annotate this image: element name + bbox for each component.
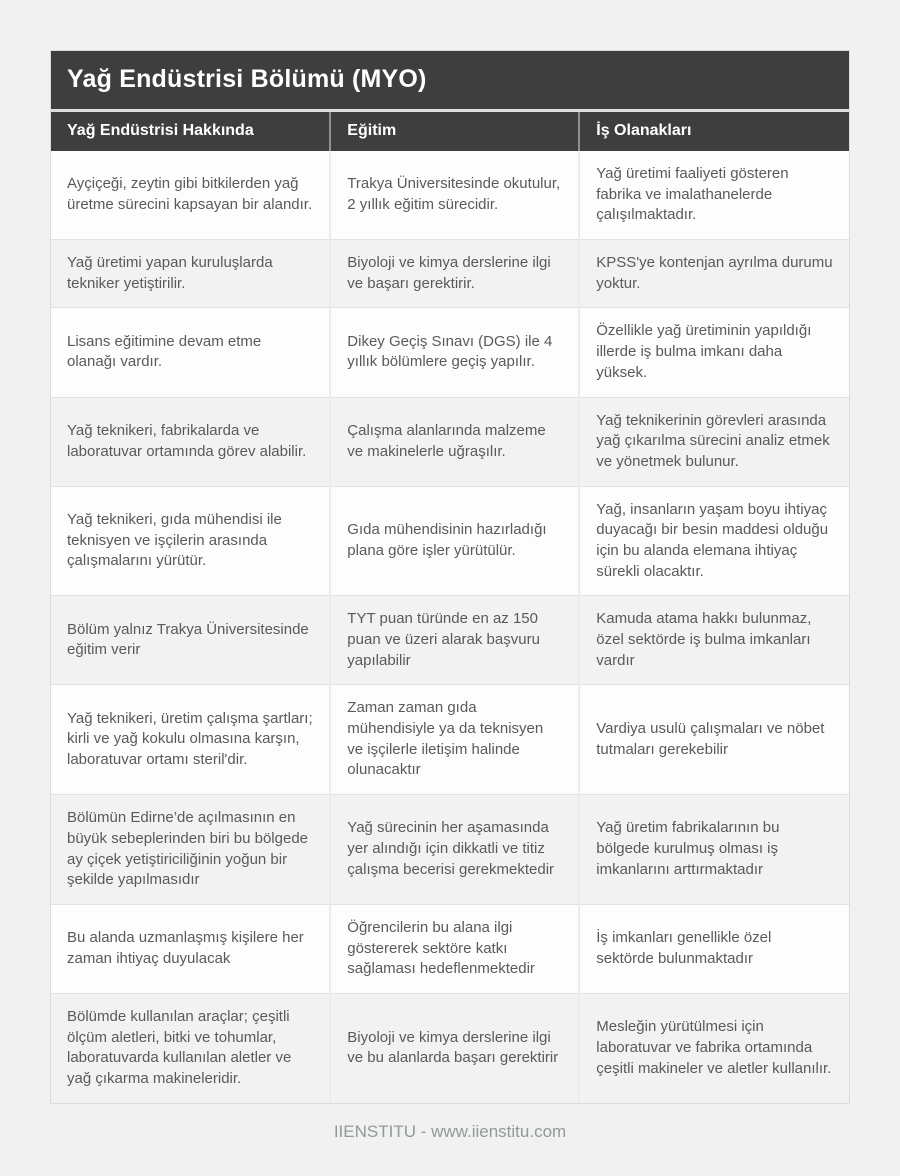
table-cell: Yağ teknikeri, fabrikalarda ve laboratuvar ortamında görev alabilir. [51,397,330,486]
table-row [51,397,849,486]
table-cell: Biyoloji ve kimya derslerine ilgi ve bu alanlarda başarı gerektirir [330,993,579,1102]
table-body [51,151,849,1103]
table-cell: Yağ üretimi yapan kuruluşlarda tekniker yetiştirilir. [51,240,330,308]
table-header-row [51,112,849,151]
table-cell: Dikey Geçiş Sınavı (DGS) ile 4 yıllık bölümlere geçiş yapılır. [330,308,579,397]
table-row [51,993,849,1102]
table-cell: Gıda mühendisinin hazırladığı plana göre işler yürütülür. [330,486,579,596]
table-cell: Bölümde kullanılan araçlar; çeşitli ölçüm aletleri, bitki ve tohumlar, laboratuvarda kullanılan aletler ve yağ çıkarma makineleridir. [51,993,330,1102]
footer-credit: IIENSTITU - www.iienstitu.com [333,1121,567,1141]
table-cell: Ayçiçeği, zeytin gibi bitkilerden yağ üretme sürecini kapsayan bir alandır. [51,151,330,240]
table-row [51,486,849,596]
table-cell: Lisans eğitimine devam etme olanağı vardır. [51,308,330,397]
column-header: Eğitim [330,112,579,151]
table-row [51,240,849,308]
table-cell: Bu alanda uzmanlaşmış kişilere her zaman ihtiyaç duyulacak [51,904,330,993]
table-row [51,795,849,905]
table-cell: Çalışma alanlarında malzeme ve makinelerle uğraşılır. [330,397,579,486]
table-cell: Yağ sürecinin her aşamasında yer alındığı için dikkatli ve titiz çalışma becerisi gerekmektedir [330,795,579,905]
table-cell: Yağ, insanların yaşam boyu ihtiyaç duyacağı bir besin maddesi olduğu için bu alanda elemana ihtiyaç sürekli olacaktır. [579,486,849,596]
table-cell: Mesleğin yürütülmesi için laboratuvar ve fabrika ortamında çeşitli makineler ve aletler kullanılır. [579,993,849,1102]
table-cell: Öğrencilerin bu alana ilgi göstererek sektöre katkı sağlaması hedeflenmektedir [330,904,579,993]
table-cell: Zaman zaman gıda mühendisiyle ya da teknisyen ve işçilerle iletişim halinde olunacaktır [330,685,579,795]
table-cell: Özellikle yağ üretiminin yapıldığı illerde iş bulma imkanı daha yüksek. [579,308,849,397]
table-row [51,904,849,993]
page-title: Yağ Endüstrisi Bölümü (MYO) [51,51,849,112]
table-cell: Yağ üretim fabrikalarının bu bölgede kurulmuş olması iş imkanlarını arttırmaktadır [579,795,849,905]
table-cell: İş imkanları genellikle özel sektörde bulunmaktadır [579,904,849,993]
table-row [51,308,849,397]
column-header: Yağ Endüstrisi Hakkında [51,112,330,151]
table-row [51,151,849,240]
column-header: İş Olanakları [579,112,849,151]
table-cell: Vardiya usulü çalışmaları ve nöbet tutmaları gerekebilir [579,685,849,795]
department-info-table [51,112,849,1103]
table-cell: TYT puan türünde en az 150 puan ve üzeri alarak başvuru yapılabilir [330,596,579,685]
table-row [51,596,849,685]
table-cell: Bölümün Edirne’de açılmasının en büyük sebeplerinden biri bu bölgede ay çiçek yetiştiriciliğinin yoğun bir şekilde yapılmasıdır [51,795,330,905]
table-row [51,685,849,795]
table-cell: Yağ teknikeri, gıda mühendisi ile teknisyen ve işçilerin arasında çalışmalarını yürütür. [51,486,330,596]
table-cell: KPSS'ye kontenjan ayrılma durumu yoktur. [579,240,849,308]
table-cell: Yağ teknikerinin görevleri arasında yağ çıkarılma sürecini analiz etmek ve yönetmek bulunur. [579,397,849,486]
table-cell: Biyoloji ve kimya derslerine ilgi ve başarı gerektirir. [330,240,579,308]
table-cell: Yağ üretimi faaliyeti gösteren fabrika ve imalathanelerde çalışılmaktadır. [579,151,849,240]
table-cell: Yağ teknikeri, üretim çalışma şartları; kirli ve yağ kokulu olmasına karşın, laboratuvar ortamı steril'dir. [51,685,330,795]
department-info-card [50,50,850,1104]
table-cell: Kamuda atama hakkı bulunmaz, özel sektörde iş bulma imkanları vardır [579,596,849,685]
table-cell: Trakya Üniversitesinde okutulur, 2 yıllık eğitim sürecidir. [330,151,579,240]
table-cell: Bölüm yalnız Trakya Üniversitesinde eğitim verir [51,596,330,685]
